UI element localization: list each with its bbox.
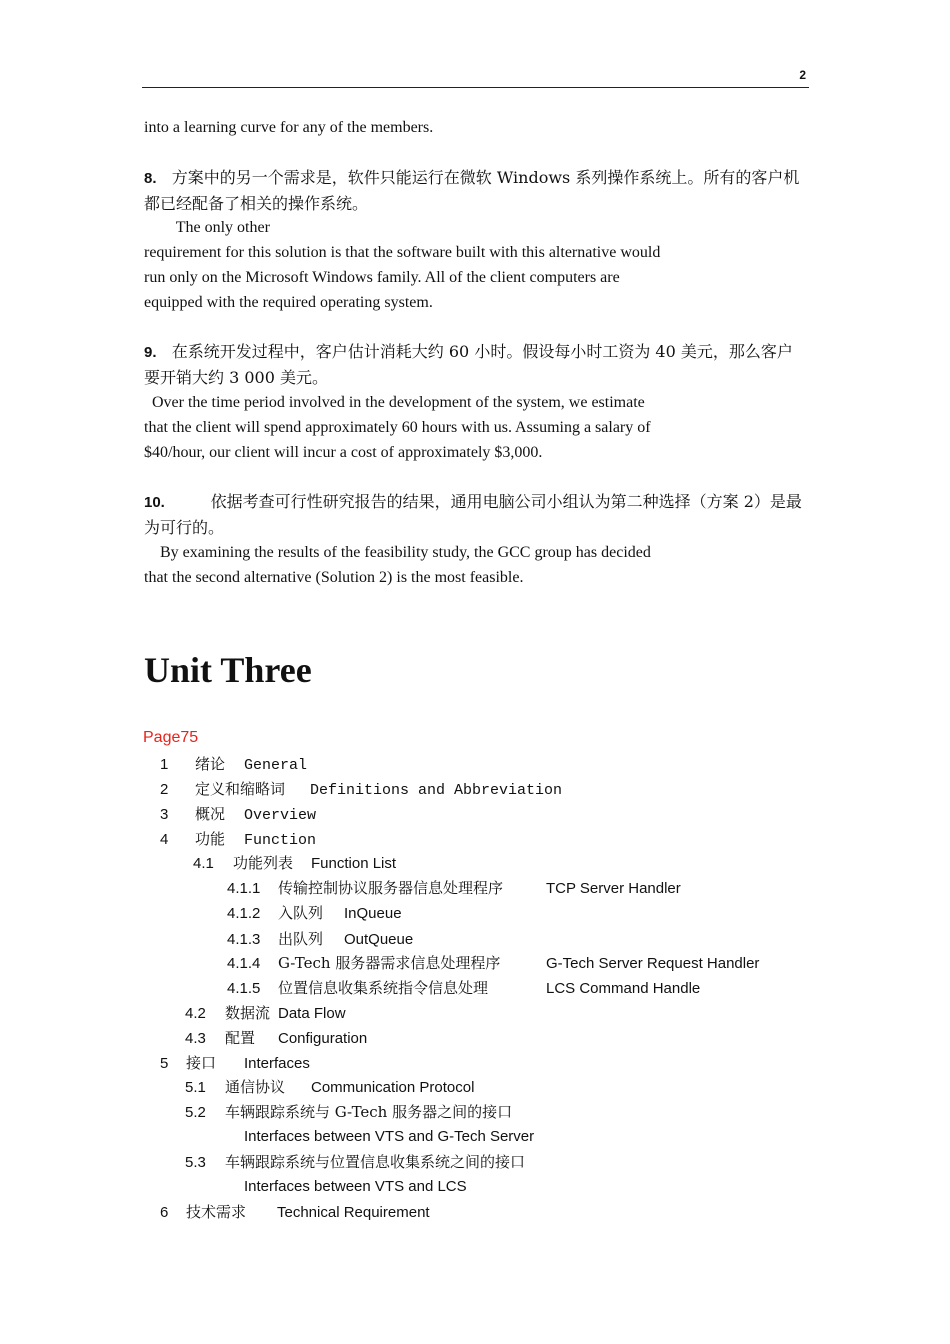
toc-english: Overview: [244, 807, 317, 824]
toc-number: 3: [160, 806, 169, 823]
item-number: 9.: [144, 344, 157, 361]
item-10-english-line: By examining the results of the feasibility study, the GCC group has decided: [144, 544, 651, 561]
toc-number: 1: [160, 756, 169, 773]
toc-number: 4.1.3: [227, 931, 261, 948]
toc-entry: [160, 1052, 310, 1075]
toc-number: 5.2: [185, 1104, 206, 1121]
item-8-english-line: run only on the Microsoft Windows family. All of the client computers are: [144, 269, 620, 286]
toc-entry: [160, 1201, 430, 1224]
toc-english: OutQueue: [344, 931, 414, 948]
toc-number: 5: [160, 1055, 169, 1072]
item-8-english-line: The only other: [144, 219, 270, 236]
toc-chinese: 功能列表: [233, 854, 294, 872]
toc-chinese: 通信协议: [225, 1078, 286, 1096]
toc-chinese: 车辆跟踪系统与位置信息收集系统之间的接口: [225, 1153, 526, 1171]
toc-chinese: 接口: [186, 1054, 217, 1072]
toc-chinese: 入队列: [278, 904, 324, 922]
toc-number: 5.1: [185, 1079, 206, 1096]
toc-number: 6: [160, 1204, 169, 1221]
toc-entry: [185, 1002, 346, 1025]
page-number: 2: [799, 68, 806, 82]
unit-title: Unit Three: [144, 650, 312, 690]
toc-english: Data Flow: [278, 1005, 346, 1022]
item-chinese-text: 在系统开发过程中，客户估计消耗大约 60 小时。假设每小时工资为 40 美元，那么客户要开销大约 3 000 美元。: [144, 342, 793, 387]
toc-english: Technical Requirement: [277, 1204, 430, 1221]
toc-english: Function List: [311, 855, 397, 872]
item-chinese-text: 依据考查可行性研究报告的结果，通用电脑公司小组认为第二种选择（方案 2）是最为可行的。: [144, 492, 802, 537]
toc-entry: [193, 852, 396, 875]
item-9-english-line: that the client will spend approximately 60 hours with us. Assuming a salary of: [144, 419, 651, 436]
toc-english: Configuration: [278, 1030, 368, 1047]
item-8-english-line: equipped with the required operating system.: [144, 294, 433, 311]
page-reference: Page75: [143, 729, 199, 746]
toc-number: 4.1: [193, 855, 214, 872]
toc-english-continuation: Interfaces between VTS and LCS: [244, 1178, 467, 1195]
toc-number: 4.1.5: [227, 980, 261, 997]
toc-english: Communication Protocol: [311, 1079, 475, 1096]
item-chinese-text: 方案中的另一个需求是，软件只能运行在微软 Windows 系列操作系统上。所有的客户机都已经配备了相关的操作系统。: [144, 168, 800, 213]
toc-entry: [160, 803, 316, 827]
item-number: 10.: [144, 494, 165, 511]
item-8-english-line: requirement for this solution is that the software built with this alternative would: [144, 244, 661, 261]
toc-entry: [227, 977, 700, 1000]
toc-entry: [160, 753, 307, 777]
toc-number: 4.3: [185, 1030, 206, 1047]
toc-chinese: 传输控制协议服务器信息处理程序: [278, 879, 504, 897]
toc-chinese: 配置: [225, 1029, 256, 1047]
toc-chinese: 概况: [195, 805, 226, 823]
item-9-english-line: $40/hour, our client will incur a cost of approximately $3,000.: [144, 444, 543, 461]
toc-number: 2: [160, 781, 169, 798]
toc-chinese: 技术需求: [186, 1203, 247, 1221]
toc-chinese: G-Tech 服务器需求信息处理程序: [278, 954, 501, 972]
item-8-chinese: [144, 165, 808, 216]
toc-english: TCP Server Handler: [546, 880, 681, 897]
toc-number: 4.1.2: [227, 905, 261, 922]
toc-english: LCS Command Handle: [546, 980, 701, 997]
header-rule: [142, 87, 809, 88]
toc-english: General: [244, 757, 308, 774]
toc-chinese: 定义和缩略词: [195, 780, 286, 798]
toc-english: InQueue: [344, 905, 402, 922]
toc-entry: [227, 928, 413, 951]
toc-english: Interfaces: [244, 1055, 310, 1072]
toc-number: 4.2: [185, 1005, 206, 1022]
toc-entry: [185, 1151, 525, 1174]
toc-chinese: 车辆跟踪系统与 G-Tech 服务器之间的接口: [225, 1103, 513, 1121]
continuation-text: into a learning curve for any of the members.: [144, 119, 434, 136]
toc-chinese: 位置信息收集系统指令信息处理: [278, 979, 489, 997]
toc-chinese: 出队列: [278, 930, 324, 948]
toc-english: Definitions and Abbreviation: [310, 782, 563, 799]
toc-number: 4.1.4: [227, 955, 261, 972]
item-10-english-line: that the second alternative (Solution 2) is the most feasible.: [144, 569, 524, 586]
toc-chinese: 数据流: [225, 1004, 271, 1022]
toc-number: 4.1.1: [227, 880, 261, 897]
toc-entry: [185, 1101, 512, 1124]
toc-chinese: 功能: [195, 830, 226, 848]
toc-english: Function: [244, 832, 317, 849]
toc-english-continuation: Interfaces between VTS and G-Tech Server: [244, 1128, 535, 1145]
item-number: 8.: [144, 170, 157, 187]
toc-chinese: 绪论: [195, 755, 226, 773]
item-9-english-line: Over the time period involved in the development of the system, we estimate: [144, 394, 645, 411]
toc-entry: [227, 877, 681, 900]
toc-number: 5.3: [185, 1154, 206, 1171]
toc-entry: [185, 1027, 367, 1050]
toc-english: G-Tech Server Request Handler: [546, 955, 760, 972]
toc-entry: [185, 1076, 474, 1099]
toc-entry: [227, 902, 402, 925]
item-9-chinese: [144, 339, 808, 390]
item-10-chinese: [144, 489, 808, 540]
toc-entry: [160, 778, 562, 802]
toc-entry: [160, 828, 316, 852]
toc-entry: [227, 952, 759, 975]
toc-number: 4: [160, 831, 169, 848]
